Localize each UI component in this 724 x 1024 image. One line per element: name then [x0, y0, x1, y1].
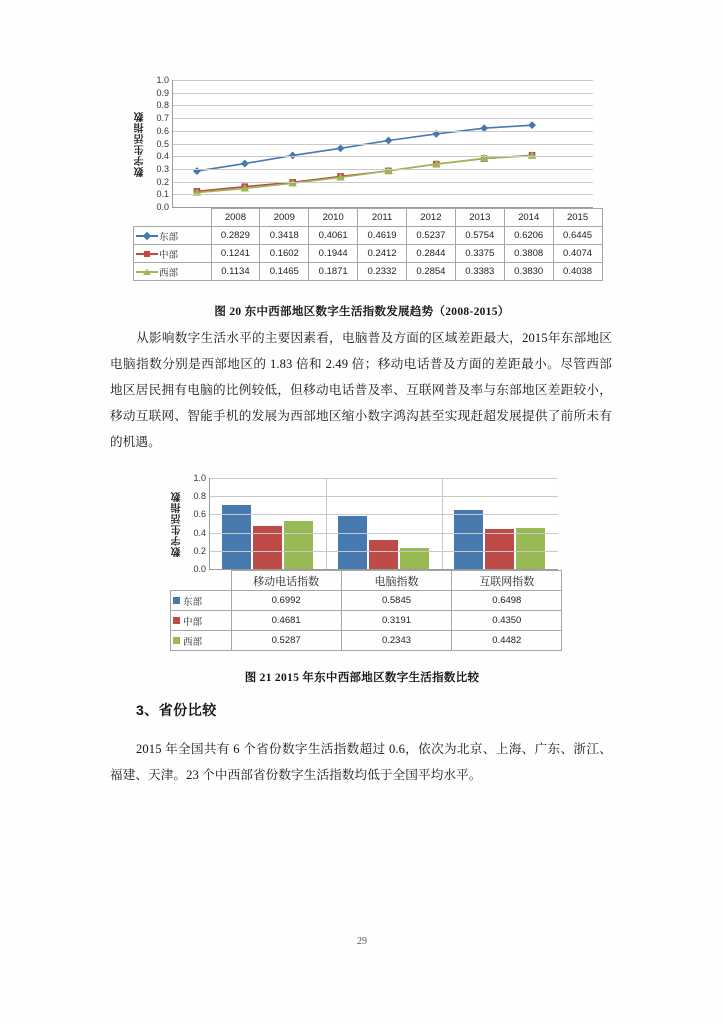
- table-row: [171, 591, 562, 611]
- figure-21-y-ticks: [185, 473, 209, 574]
- figure-20-gridline: [173, 105, 593, 106]
- figure-20-legend-marker-icon: [136, 267, 158, 277]
- figure-20-y-tick: 0.3: [156, 163, 169, 174]
- figure-21-group-separator: [442, 478, 443, 569]
- figure-20-marker-东部: [242, 160, 248, 166]
- figure-20-y-tick: 0.8: [156, 100, 169, 111]
- figure-21-header-row: [171, 571, 562, 591]
- figure-20-value-cell: 0.4619: [358, 227, 407, 245]
- paragraph-main-factors-text: 从影响数字生活水平的主要因素看，电脑普及方面的区域差距最大，2015年东部地区电脑指数分别是西部地区的 1.83 倍和 2.49 倍；移动电话普及方面的差距最小。尽管西部地区居民拥有电脑的比例较低，但移动电话普及率、互联网普及率与东部地区差距较小，移动互联网、智能手机的发展为西部地区缩小数字鸿沟甚至实现赶超发展提供了前所未有的机遇。: [110, 331, 612, 449]
- figure-20-value-cell: 0.4074: [553, 245, 602, 263]
- figure-20-plot-area: [172, 80, 593, 208]
- figure-21-bar-中部: [369, 540, 398, 569]
- figure-20-year-header: 2014: [504, 209, 553, 227]
- figure-21-category-header: 互联网指数: [452, 571, 562, 591]
- figure-20-year-header: 2012: [407, 209, 456, 227]
- table-row: [134, 245, 603, 263]
- figure-21-y-tick: 1.0: [193, 473, 206, 483]
- figure-20-gridline: [173, 194, 593, 195]
- figure-21-y-axis-label: 数字生活指数: [172, 491, 183, 557]
- figure-20-gridline: [173, 156, 593, 157]
- figure-21-value-cell: 0.6992: [231, 591, 341, 611]
- figure-21-gridline: [210, 478, 558, 479]
- figure-21-bars: [210, 478, 558, 569]
- figure-20-value-cell: 0.3830: [504, 263, 553, 281]
- figure-21-legend-label: 中部: [183, 616, 203, 628]
- figure-20-y-tick: 0.5: [156, 138, 169, 149]
- figure-20-value-cell: 0.3418: [260, 227, 309, 245]
- figure-20-y-tick: 1.0: [156, 75, 169, 85]
- figure-20-value-cell: 0.2332: [358, 263, 407, 281]
- figure-21-value-cell: 0.3191: [341, 611, 451, 631]
- paragraph-province-comparison-text: 2015 年全国共有 6 个省份数字生活指数超过 0.6，依次为北京、上海、广东、浙江、福建、天津。23 个中西部省份数字生活指数均低于全国平均水平。: [110, 742, 612, 782]
- figure-21-legend-中部: [171, 611, 232, 631]
- figure-20-value-cell: 0.1465: [260, 263, 309, 281]
- figure-20-y-tick: 0.1: [156, 189, 169, 200]
- figure-20-year-header: 2009: [260, 209, 309, 227]
- figure-20-gridline: [173, 93, 593, 94]
- figure-20-legend-label: 中部: [159, 249, 179, 261]
- figure-20-value-cell: 0.5754: [455, 227, 504, 245]
- figure-20-value-cell: 0.2829: [211, 227, 260, 245]
- figure-21-legend-西部: [171, 631, 232, 651]
- figure-21-value-cell: 0.4482: [452, 631, 562, 651]
- figure-21-plot-area: [209, 478, 558, 570]
- figure-20-year-header: 2010: [309, 209, 358, 227]
- table-row: [171, 631, 562, 651]
- figure-20-gridline: [173, 169, 593, 170]
- figure-20-header-row: [134, 209, 603, 227]
- figure-21-bar-中部: [485, 529, 514, 569]
- figure-20-year-header: 2011: [358, 209, 407, 227]
- figure-20-legend-西部: [134, 263, 212, 281]
- figure-20-y-tick: 0.2: [156, 176, 169, 187]
- figure-21-value-cell: 0.5845: [341, 591, 451, 611]
- table-row: [134, 227, 603, 245]
- figure-20-caption: 图 20 东中西部地区数字生活指数发展趋势（2008-2015）: [214, 306, 510, 318]
- figure-20-legend-marker-icon: [136, 249, 158, 259]
- figure-20-value-cell: 0.2412: [358, 245, 407, 263]
- table-row: [134, 263, 603, 281]
- figure-20-gridline: [173, 144, 593, 145]
- section-heading-province-comparison: 3、省份比较: [136, 702, 217, 718]
- figure-20-value-cell: 0.4061: [309, 227, 358, 245]
- figure-20-value-cell: 0.2844: [407, 245, 456, 263]
- figure-21-bar-东部: [454, 510, 483, 569]
- figure-21-value-cell: 0.4681: [231, 611, 341, 631]
- figure-21-category-header: 移动电话指数: [231, 571, 341, 591]
- figure-20-line-chart: [133, 75, 593, 295]
- figure-20-legend-label: 西部: [159, 267, 179, 279]
- figure-21-bar-东部: [338, 516, 367, 569]
- figure-20-y-axis-label: 数字生活指数: [135, 111, 146, 177]
- figure-21-category-header: 电脑指数: [341, 571, 451, 591]
- figure-21-legend-swatch-icon: [173, 637, 180, 644]
- figure-20-value-cell: 0.3383: [455, 263, 504, 281]
- figure-20-value-cell: 0.1134: [211, 263, 260, 281]
- figure-20-y-tick: 0.9: [156, 87, 169, 98]
- figure-20-y-tick: 0.4: [156, 151, 169, 162]
- figure-21-gridline: [210, 533, 558, 534]
- figure-21-legend-东部: [171, 591, 232, 611]
- figure-21-value-cell: 0.4350: [452, 611, 562, 631]
- table-row: [171, 611, 562, 631]
- figure-21-y-tick: 0.6: [193, 509, 206, 520]
- figure-21-legend-swatch-icon: [173, 617, 180, 624]
- figure-21-value-cell: 0.2343: [341, 631, 451, 651]
- figure-20-year-header: 2013: [455, 209, 504, 227]
- figure-20-y-tick: 0.7: [156, 113, 169, 124]
- figure-21-bar-西部: [284, 521, 313, 569]
- figure-20-legend-header-cell: [134, 209, 212, 227]
- figure-21-y-tick: 0.8: [193, 491, 206, 502]
- figure-21-data-table: [170, 570, 562, 651]
- figure-20-data-table: [133, 208, 603, 281]
- figure-20-value-cell: 0.6445: [553, 227, 602, 245]
- figure-20-value-cell: 0.1602: [260, 245, 309, 263]
- figure-20-year-header: 2008: [211, 209, 260, 227]
- figure-21-y-tick: 0.2: [193, 545, 206, 556]
- figure-20-value-cell: 0.3375: [455, 245, 504, 263]
- figure-21-value-cell: 0.5287: [231, 631, 341, 651]
- figure-21-value-cell: 0.6498: [452, 591, 562, 611]
- figure-20-legend-label: 东部: [159, 231, 179, 243]
- figure-21-gridline: [210, 551, 558, 552]
- figure-20-y-tick: 0.0: [156, 202, 169, 212]
- paragraph-main-factors: [110, 325, 612, 455]
- figure-21-legend-swatch-icon: [173, 597, 180, 604]
- figure-20-y-tick: 0.6: [156, 125, 169, 136]
- figure-20-gridline: [173, 118, 593, 119]
- figure-21-legend-label: 西部: [183, 636, 203, 648]
- figure-21-bar-group: [442, 478, 558, 569]
- figure-21-gridline: [210, 514, 558, 515]
- figure-20-gridline: [173, 80, 593, 81]
- figure-20-value-cell: 0.3808: [504, 245, 553, 263]
- figure-20-legend-东部: [134, 227, 212, 245]
- figure-21-bar-group: [326, 478, 442, 569]
- figure-20-year-header: 2015: [553, 209, 602, 227]
- figure-21-legend-label: 东部: [183, 596, 203, 608]
- figure-21-bar-group: [210, 478, 326, 569]
- figure-21-y-tick: 0.0: [193, 564, 206, 574]
- figure-20-gridline: [173, 182, 593, 183]
- figure-20-value-cell: 0.1241: [211, 245, 260, 263]
- figure-21-bar-西部: [516, 528, 545, 569]
- figure-20-value-cell: 0.1871: [309, 263, 358, 281]
- figure-21-group-separator: [326, 478, 327, 569]
- paragraph-province-comparison: [110, 736, 612, 788]
- figure-20-value-cell: 0.2854: [407, 263, 456, 281]
- figure-20-legend-marker-icon: [136, 231, 158, 241]
- page-number: 29: [357, 936, 367, 947]
- figure-20-value-cell: 0.6206: [504, 227, 553, 245]
- figure-21-caption: 图 21 2015 年东中西部地区数字生活指数比较: [244, 672, 480, 684]
- figure-21-gridline: [210, 496, 558, 497]
- figure-20-value-cell: 0.4038: [553, 263, 602, 281]
- figure-20-value-cell: 0.1944: [309, 245, 358, 263]
- figure-21-y-tick: 0.4: [193, 527, 206, 538]
- figure-20-value-cell: 0.5237: [407, 227, 456, 245]
- figure-20-marker-东部: [337, 145, 343, 151]
- figure-20-legend-中部: [134, 245, 212, 263]
- figure-21-bar-chart: [170, 473, 558, 650]
- figure-20-marker-东部: [529, 122, 535, 128]
- figure-20-y-ticks: [148, 75, 172, 212]
- figure-20-gridline: [173, 131, 593, 132]
